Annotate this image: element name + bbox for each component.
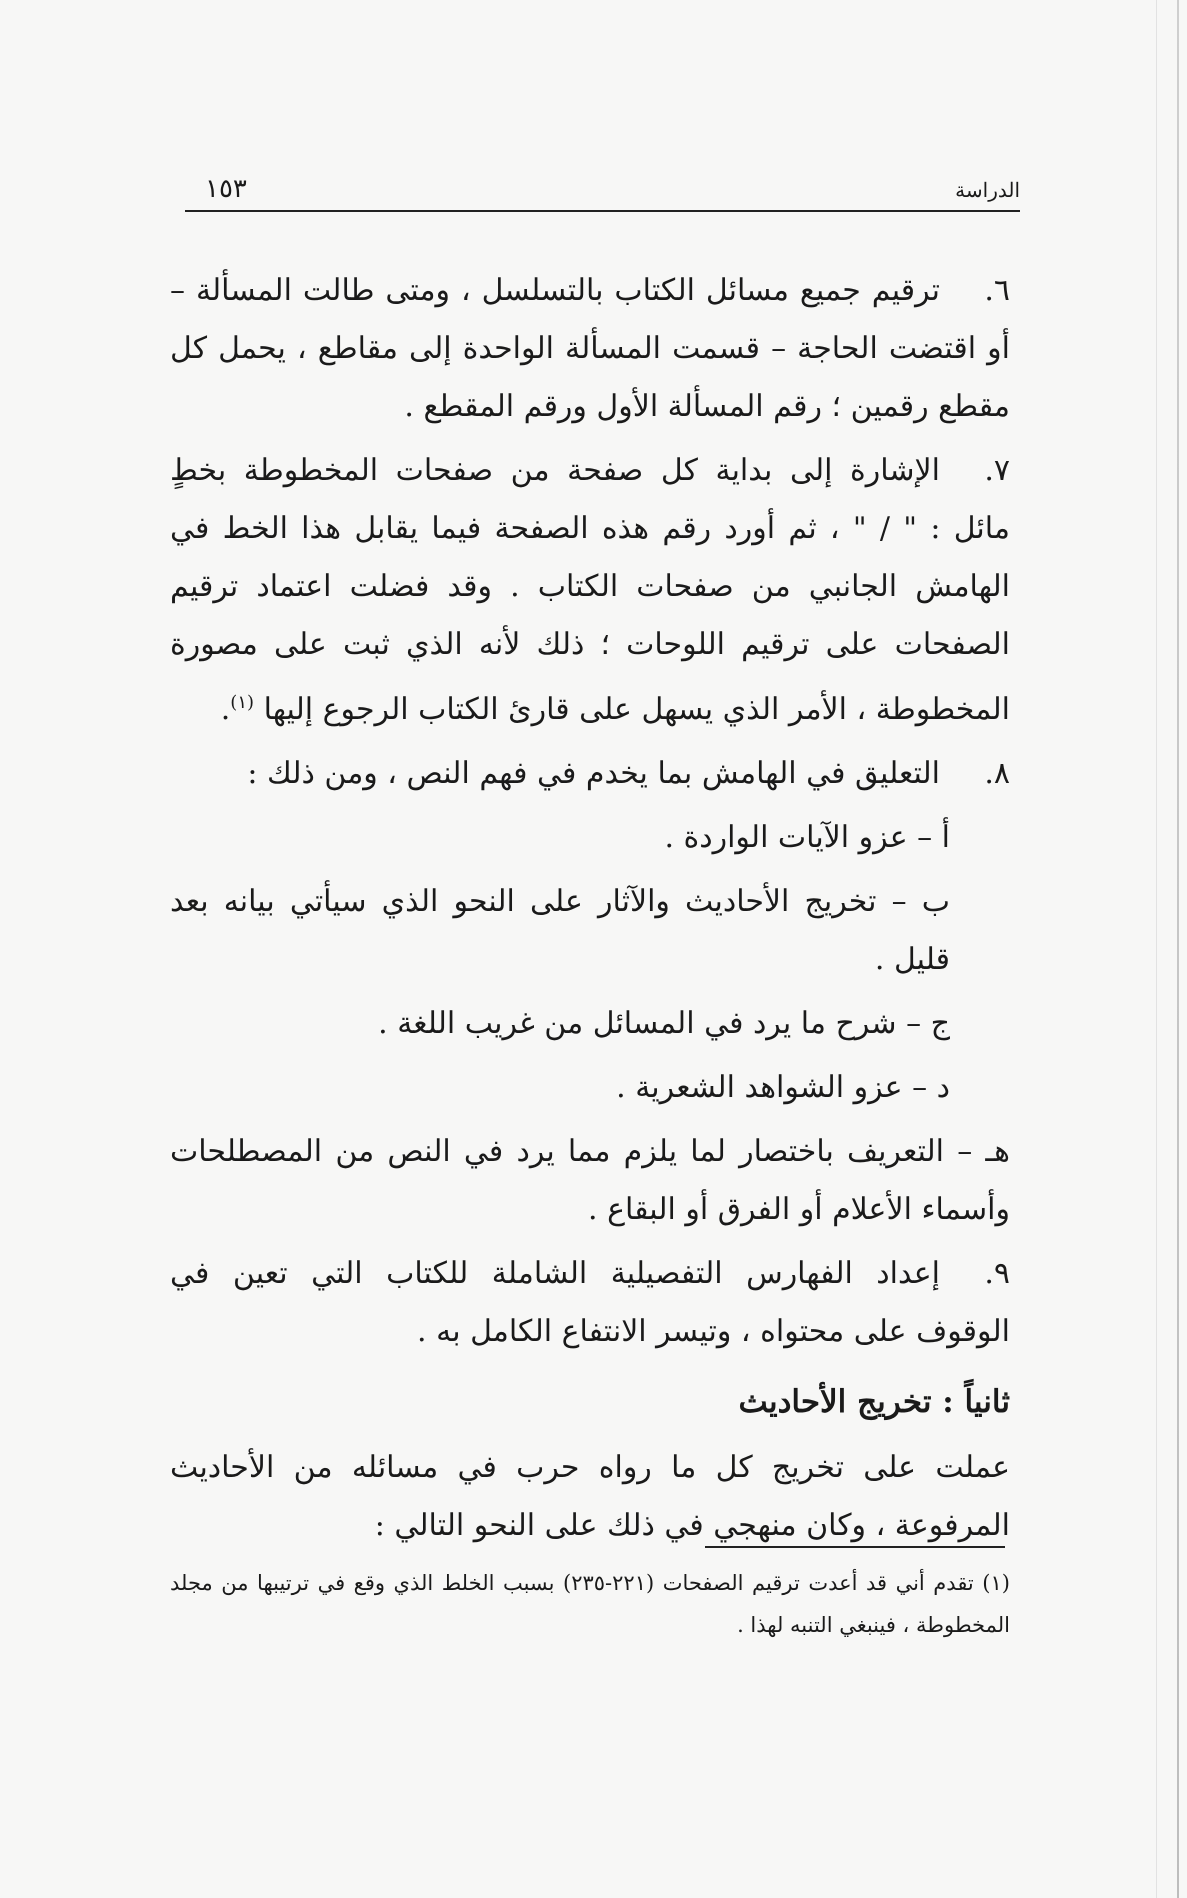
item-text: الإشارة إلى بداية كل صفحة من صفحات المخطوطة بخطٍ مائل : " / " ، ثم أورد رقم هذه الصفحة فيما يقابل هذا الخط في الهامش الجانبي من صفحات الكتاب . وقد فضلت اعتماد ترقيم الصفحات على ترقيم اللوحات ؛ ذلك لأنه الذي ثبت على مصورة المخطوطة ، الأمر الذي يسهل على قارئ الكتاب الرجوع إليها [170,453,1010,727]
list-item-7 [170,442,1010,739]
main-text [170,262,1010,1561]
subitem-e: هـ – التعريف باختصار لما يلزم مما يرد في النص من المصطلحات وأسماء الأعلام أو الفرق أو البقاع . [170,1134,1010,1227]
footnote: (١) تقدم أني قد أعدت ترقيم الصفحات (٢٢١-٢٣٥) بسبب الخلط الذي وقع في ترتيبها من مجلد المخطوطة ، فينبغي التنبه لهذا . [170,1571,1010,1637]
footnote-separator [705,1546,1005,1548]
footnote-marker: (١) [230,692,255,713]
closing-paragraph: عملت على تخريج كل ما رواه حرب في مسائله من الأحاديث المرفوعة ، وكان منهجي في ذلك على النحو التالي : [170,1450,1010,1543]
subitem-d: د – عزو الشواهد الشعرية . [616,1070,950,1105]
running-header [185,170,1020,212]
subitem-a: أ – عزو الآيات الواردة . [664,820,950,855]
subitem-b: ب – تخريج الأحاديث والآثار على النحو الذي سيأتي بيانه بعد قليل . [170,884,950,977]
list-item-6 [170,262,1010,436]
item-number: ٦. [984,273,1010,308]
item-end: . [220,692,231,727]
page-number: ١٥٣ [205,174,247,204]
page-spine-edge [1177,0,1179,1898]
list-item-8 [170,745,1010,803]
item-text: ترقيم جميع مسائل الكتاب بالتسلسل ، ومتى طالت المسألة – أو اقتضت الحاجة – قسمت المسألة الواحدة إلى مقاطع ، يحمل كل مقطع رقمين ؛ رقم المسألة الأول ورقم المقطع . [170,273,1010,424]
subitem-c: ج – شرح ما يرد في المسائل من غريب اللغة . [378,1006,950,1041]
item-text: إعداد الفهارس التفصيلية الشاملة للكتاب التي تعين في الوقوف على محتواه ، وتيسر الانتفاع الكامل به . [170,1256,1010,1349]
page-fold-line [1156,0,1157,1898]
item-number: ٩. [984,1256,1010,1291]
list-item-9 [170,1245,1010,1361]
header-title: الدراسة [955,178,1020,202]
section-heading: ثانياً : تخريج الأحاديث [738,1384,1010,1420]
item-number: ٨. [984,756,1010,791]
item-number: ٧. [984,453,1010,488]
item-text: التعليق في الهامش بما يخدم في فهم النص ، ومن ذلك : [247,756,940,791]
